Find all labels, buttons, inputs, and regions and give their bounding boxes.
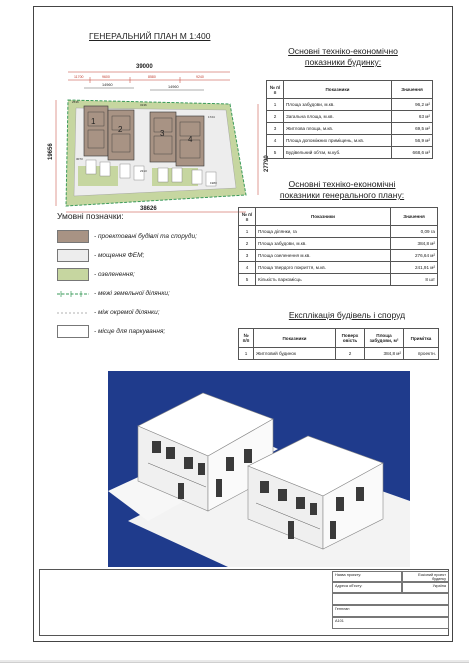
house-label-2: 2	[118, 125, 123, 134]
sheet-code: А101	[332, 617, 449, 629]
parking-swatch	[57, 325, 89, 338]
col-number: № п/п	[239, 208, 256, 226]
address-label: Адреса об'єкту:	[332, 582, 402, 593]
legend-label: - місце для паркування;	[94, 327, 166, 335]
col-number: № п/п	[267, 81, 284, 99]
dim-seg-2: 9600	[102, 75, 110, 79]
site-indicators-title-2: показники генерального плану:	[279, 190, 405, 200]
table-row: 5 Будівельний об'єм, м.куб. 668,6 м³	[267, 147, 433, 159]
project-value: Ескізний проект будинку	[402, 571, 449, 582]
legend-label: - межі земельної ділянки;	[94, 289, 170, 297]
legend-label: - мощення ФЕМ;	[94, 251, 145, 259]
explication-title: Експлікація будівель і споруд	[288, 310, 406, 320]
legend-item	[57, 303, 237, 321]
legend-item	[57, 284, 237, 302]
table-row: 2 Площа забудови, м.кв. 384,8 м²	[239, 238, 438, 250]
col-indicator: Показники	[284, 81, 392, 99]
building-swatch	[57, 230, 89, 243]
sheet-name: Генплан	[332, 605, 449, 617]
col-value: Значення	[391, 208, 438, 226]
empty-row	[332, 593, 449, 605]
table-row: 3 Житлова площа, м.кв. 69,5 м²	[267, 123, 433, 135]
table-row: 5 Кількість паркомісць 8 шт	[239, 274, 438, 286]
table-row: 1 Житловий будинок 2 384,8 м² проектн.	[239, 348, 439, 360]
separate-plot-line-swatch	[57, 306, 89, 319]
site-indicators-title-1: Основні техніко-економічні	[288, 179, 396, 189]
dim-seg-3: 8580	[148, 75, 156, 79]
dim-house-left: 14960	[102, 83, 113, 87]
dim-small-6: 1983	[210, 181, 217, 185]
legend-item	[57, 227, 237, 245]
legend-label: - між окремої ділянки;	[94, 308, 160, 316]
dim-small-4: 1724	[208, 115, 215, 119]
dim-bottom-total: 38626	[140, 206, 157, 212]
project-label: Назва проєкту:	[332, 571, 402, 582]
site-indicators-title	[262, 179, 422, 201]
dim-top-total: 39000	[136, 64, 153, 70]
house-1	[84, 106, 108, 156]
dim-small-1: 2536	[72, 100, 79, 104]
building-indicators-title	[270, 46, 416, 68]
table-row: 3 Площа озеленення м.кв. 276,64 м²	[239, 250, 438, 262]
building-render	[108, 371, 410, 567]
building-indicators-title-2: показники будинку:	[304, 57, 382, 67]
col-floors: Поверх овість	[336, 329, 365, 348]
boundary-line-swatch	[57, 287, 89, 300]
legend-item	[57, 246, 237, 264]
site-indicators-table	[238, 207, 438, 286]
site-plan	[40, 48, 276, 216]
table-row: 4 Площа допоміжних приміщень, м.кв. 56,9 м²	[267, 135, 433, 147]
table-row: 2 Загальна площа, м.кв. 63 м²	[267, 111, 433, 123]
dim-small-5: 2313	[140, 169, 147, 173]
dim-small-3: 3073	[76, 157, 83, 161]
render-illustration	[108, 371, 410, 567]
dim-right-height: 27790	[264, 155, 270, 172]
col-value: Значення	[392, 81, 433, 99]
col-indicator: Показники	[254, 329, 336, 348]
legend-label: - озеленення;	[94, 270, 135, 278]
legend-label: - проектовані будівлі та споруди;	[94, 232, 197, 240]
legend-item	[57, 322, 237, 340]
table-row: 1 Площа ділянки, га 0,09 га	[239, 226, 438, 238]
legend	[57, 211, 237, 341]
dim-seg-4: 9240	[196, 75, 204, 79]
building-indicators-title-1: Основні техніко-економічно	[288, 46, 398, 56]
col-indicator: Показники	[256, 208, 391, 226]
table-row: 4 Площа твердого покриття, м.кв. 241,91 м²	[239, 262, 438, 274]
paving-swatch	[57, 249, 89, 262]
legend-title: Умовні позначки:	[57, 211, 124, 221]
table-row: 1 Площа забудови, м.кв. 96,2 м²	[267, 99, 433, 111]
col-area: Площа забудови, м²	[365, 329, 404, 348]
col-number: № п/п	[239, 329, 254, 348]
dim-seg-1: 11700	[74, 75, 84, 79]
house-label-3: 3	[160, 129, 165, 138]
building-indicators-table	[266, 80, 433, 159]
house-label-4: 4	[188, 135, 193, 144]
dim-left-height: 19656	[48, 143, 54, 160]
dim-small-2: 3136	[140, 103, 147, 107]
plan-title: ГЕНЕРАЛЬНИЙ ПЛАН М 1:400	[89, 31, 211, 41]
address-value: Україна	[402, 582, 449, 593]
house-label-1: 1	[91, 117, 96, 126]
dim-house-right: 14960	[168, 85, 179, 89]
greenery-swatch	[57, 268, 89, 281]
explication-table	[238, 328, 439, 360]
legend-item	[57, 265, 237, 283]
title-block	[39, 569, 449, 636]
col-note: Примітка	[404, 329, 439, 348]
